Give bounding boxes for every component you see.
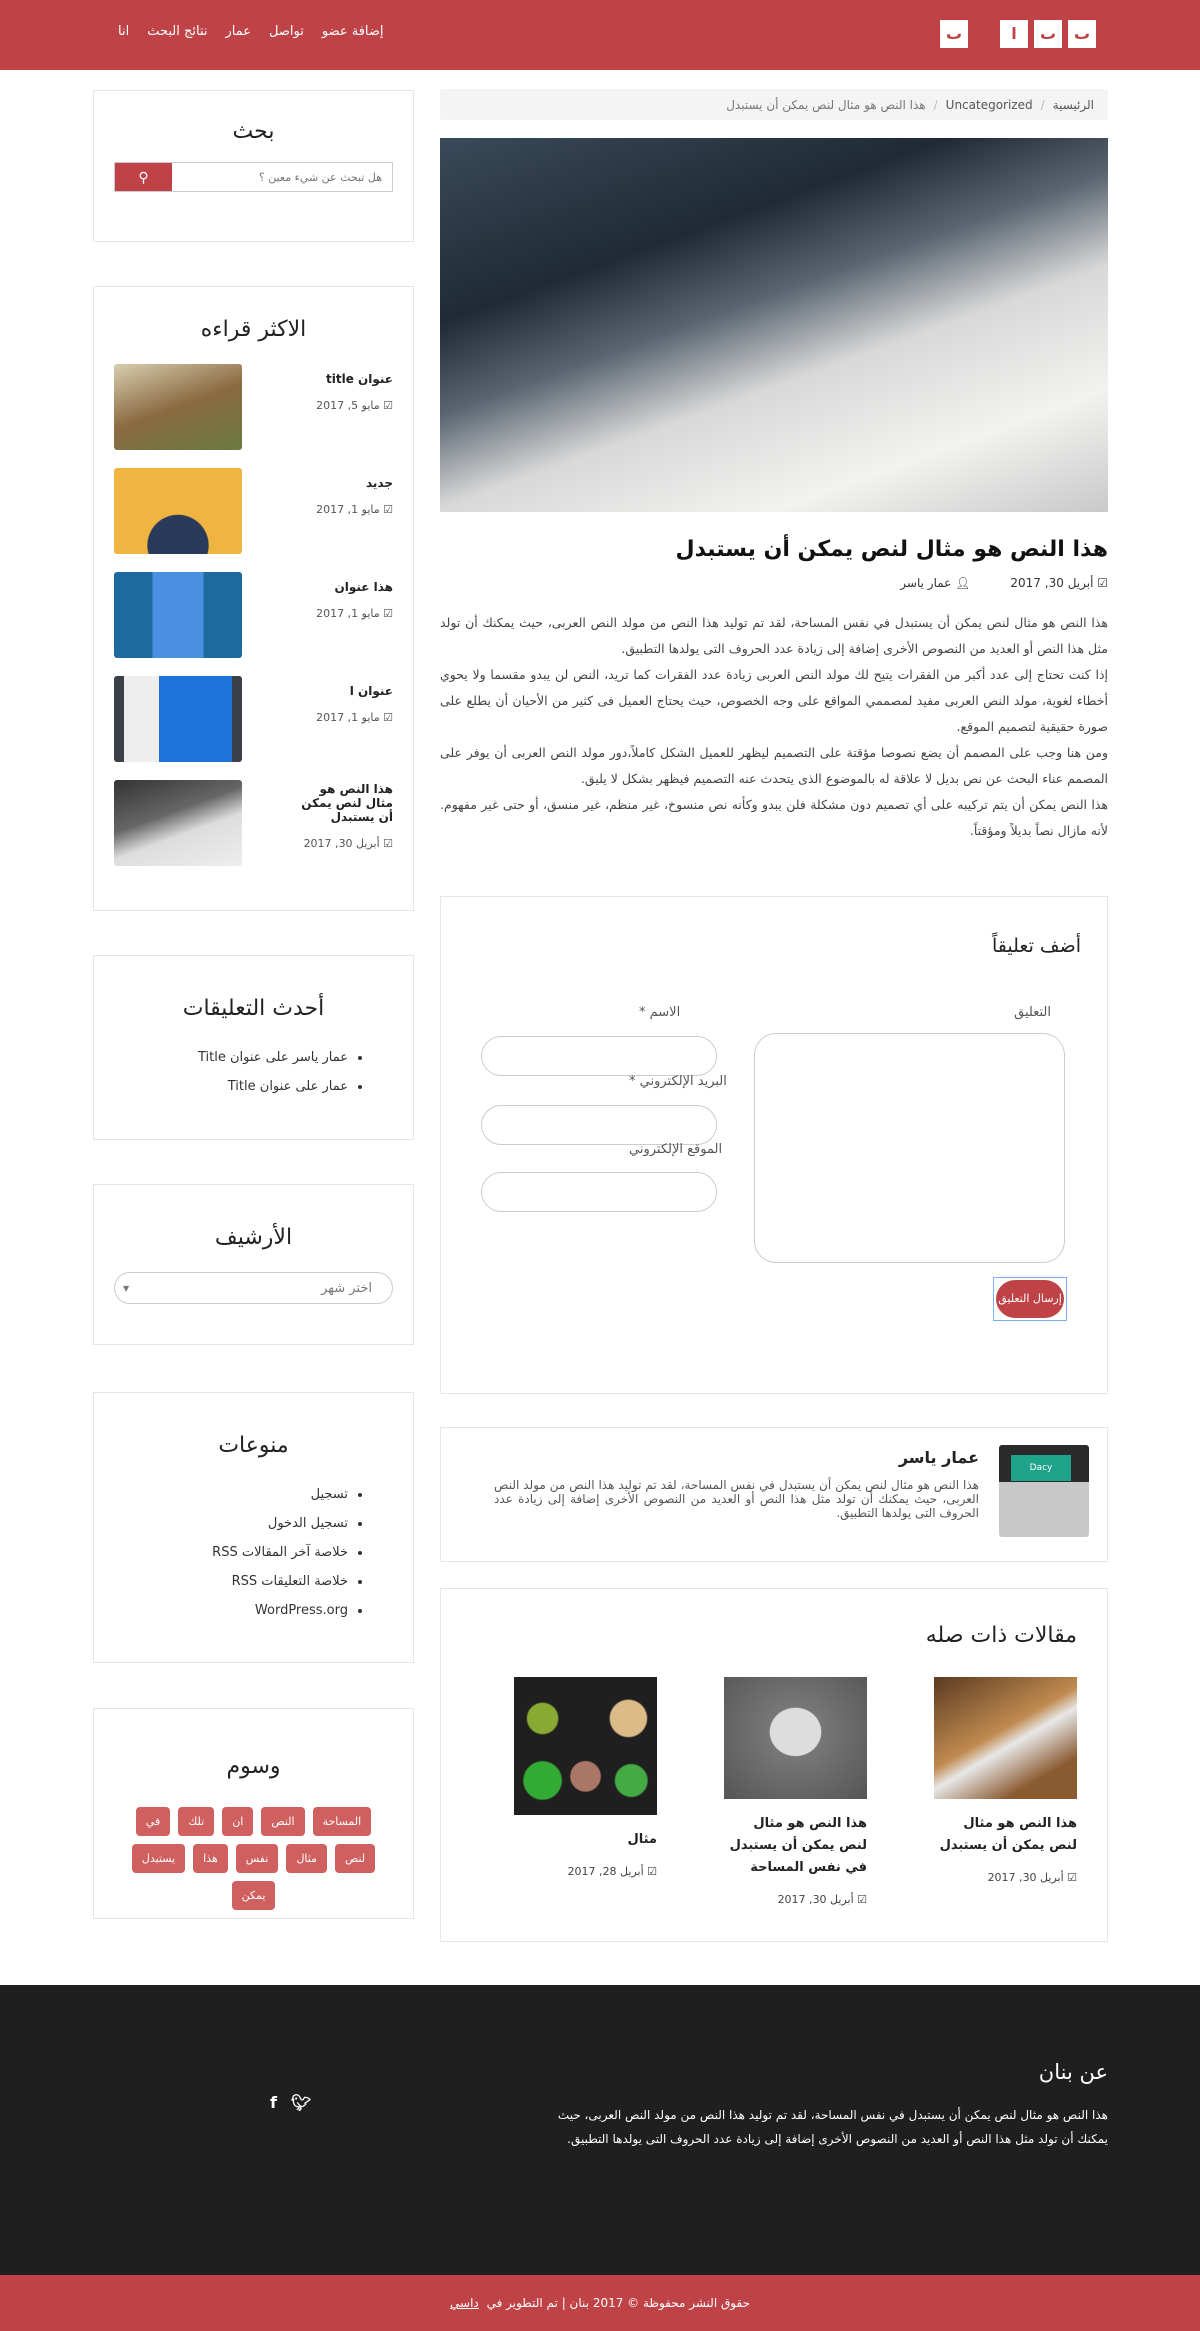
item-title[interactable]: هذا عنوان <box>334 580 393 594</box>
related-item[interactable] <box>934 1677 1077 1884</box>
author-bio: هذا النص هو مثال لنص يمكن أن يستبدل في نفس المساحة، لقد تم توليد هذا النص من مولد النص العربى، حيث يمكنك أن تولد مثل هذا النص أو العديد من النصوص الأخرى إضافة إلى زيادة عدد الحروف التى يولدها التطبيق. <box>494 1478 979 1520</box>
tag[interactable]: تلك <box>178 1807 214 1836</box>
site-header <box>0 0 1200 70</box>
footer-text: هذا النص هو مثال لنص يمكن أن يستبدل في نفس المساحة، لقد تم توليد هذا النص من مولد النص العربى، حيث يمكنك أن تولد مثل هذا النص أو العديد من النصوص الأخرى إضافة إلى زيادة عدد الحروف التى يولدها التطبيق. <box>557 2108 1108 2146</box>
nav-add-member[interactable]: إضافة عضو <box>321 24 384 39</box>
item-date: مايو 1, 2017 <box>316 711 380 724</box>
archive-select[interactable] <box>114 1272 393 1304</box>
search-button[interactable] <box>115 163 172 191</box>
email-field[interactable] <box>481 1105 717 1145</box>
widget-title: منوعات <box>218 1433 289 1458</box>
calendar-icon: ☑ <box>379 711 393 724</box>
thumbnail[interactable] <box>114 780 242 866</box>
submit-comment-button[interactable] <box>993 1277 1067 1321</box>
email-label: البريد الإلكتروني * <box>629 1074 727 1089</box>
website-field[interactable] <box>481 1172 717 1212</box>
misc-widget <box>93 1392 414 1663</box>
post-author[interactable]: عمار ياسر <box>900 576 952 590</box>
tag[interactable]: ان <box>222 1807 253 1836</box>
breadcrumb-home[interactable]: الرئيسية <box>1052 97 1094 112</box>
related-item-title[interactable]: هذا النص هو مثال لنص يمكن أن يستبدل في نفس المساحة <box>729 1816 867 1875</box>
comment-link[interactable]: • عمار على عنوان Title <box>114 1072 348 1101</box>
search-icon: ⚲ <box>138 168 149 185</box>
main-nav <box>118 24 384 39</box>
nav-search-results[interactable]: نتائج البحث <box>147 24 208 39</box>
related-image[interactable] <box>514 1677 657 1815</box>
comment-link[interactable]: • عمار ياسر على عنوان Title <box>114 1043 348 1072</box>
item-title[interactable]: عنوان ا <box>349 684 393 698</box>
author-avatar <box>999 1445 1089 1537</box>
comment-form-title: أضف تعليقاً <box>992 935 1081 957</box>
register-link[interactable]: • تسجيل <box>114 1480 348 1509</box>
site-logo[interactable]: ٮ ا ٮ ٮ <box>940 20 1096 48</box>
tag[interactable]: في <box>136 1807 170 1836</box>
main-content <box>440 89 1108 1906</box>
nav-ammar[interactable]: عمار <box>225 24 252 39</box>
widget-title: الأرشيف <box>214 1225 293 1250</box>
copyright-bar <box>0 2275 1200 2331</box>
facebook-icon[interactable]: f <box>270 2093 277 2112</box>
comment-textarea[interactable] <box>754 1033 1065 1263</box>
featured-image <box>440 138 1108 512</box>
site-footer <box>0 1985 1200 2275</box>
tag[interactable]: نفس <box>236 1844 279 1873</box>
select-value: اختر شهر <box>321 1280 372 1296</box>
widget-title: وسوم <box>226 1754 281 1779</box>
nav-me[interactable]: انا <box>118 24 130 39</box>
recent-comments-widget <box>93 955 414 1140</box>
item-date: أبريل 30, 2017 <box>303 837 380 850</box>
breadcrumb: الرئيسية / Uncategorized / هذا النص هو مثال لنص يمكن أن يستبدل <box>440 89 1108 120</box>
calendar-icon: ☑ <box>379 503 393 516</box>
related-item-date: أبريل 30, 2017 <box>777 1893 854 1906</box>
item-title[interactable]: جديد <box>365 476 393 490</box>
list-item[interactable] <box>114 676 393 762</box>
calendar-icon: ☑ <box>853 1893 867 1906</box>
avatar-label: Dacy <box>1011 1455 1071 1481</box>
tag[interactable]: لنص <box>335 1844 375 1873</box>
footer-title: عن بنان <box>1038 2060 1108 2084</box>
comments-rss-link[interactable]: • خلاصة التعليقات RSS <box>114 1567 348 1596</box>
tags-widget <box>93 1708 414 1919</box>
item-date: مايو 1, 2017 <box>316 607 380 620</box>
related-image[interactable] <box>724 1677 867 1799</box>
nav-contact[interactable]: تواصل <box>269 24 304 39</box>
tag[interactable]: هذا <box>193 1844 228 1873</box>
related-item-date: أبريل 28, 2017 <box>567 1865 644 1878</box>
thumbnail[interactable] <box>114 468 242 554</box>
calendar-icon: ☑ <box>643 1865 657 1878</box>
post-body <box>440 610 1108 844</box>
related-posts <box>440 1588 1108 1942</box>
related-item[interactable] <box>724 1677 867 1906</box>
name-field[interactable] <box>481 1036 717 1076</box>
list-item[interactable] <box>114 364 393 450</box>
calendar-icon: ☑ <box>379 399 393 412</box>
breadcrumb-current: هذا النص هو مثال لنص يمكن أن يستبدل <box>726 97 926 112</box>
post-date: أبريل 30, 2017 <box>1010 576 1094 590</box>
list-item[interactable] <box>114 572 393 658</box>
thumbnail[interactable] <box>114 572 242 658</box>
breadcrumb-category[interactable]: Uncategorized <box>945 97 1033 112</box>
thumbnail[interactable] <box>114 676 242 762</box>
author-name[interactable]: عمار ياسر <box>898 1448 979 1467</box>
related-item-date: أبريل 30, 2017 <box>987 1871 1064 1884</box>
tag[interactable]: يستبدل <box>132 1844 185 1873</box>
paragraph: هذا النص هو مثال لنص يمكن أن يستبدل في نفس المساحة، لقد تم توليد هذا النص من مولد النص العربى، حيث يمكنك أن تولد مثل هذا النص أو العديد من النصوص الأخرى إضافة إلى زيادة عدد الحروف التى يولدها التطبيق. <box>440 615 1108 656</box>
archive-widget <box>93 1184 414 1345</box>
paragraph: هذا النص يمكن أن يتم تركيبه على أي تصميم دون مشكلة فلن يبدو وكأنه نص منسوخ، غير منظم، غير منسق، أو حتى غير مفهوم. لأنه مازال نصاً بديلاً ومؤقتاً. <box>440 797 1108 838</box>
paragraph: إذا كنت تحتاج إلى عدد أكبر من الفقرات يتيح لك مولد النص العربى زيادة عدد الفقرات كما تريد، النص لن يبدو مقسما ولا يحوي أخطاء لغوية، مولد النص العربى مفيد لمصممي المواقع على وجه الخصوص، حيث يحتاج العميل فى كثير من الأحيان أن يطلع على صورة حقيقية لتصميم الموقع. <box>440 667 1108 734</box>
widget-title: بحث <box>232 119 275 144</box>
chevron-down-icon: ▼ <box>123 1283 130 1293</box>
list-item[interactable] <box>114 468 393 554</box>
tag[interactable]: النص <box>261 1807 304 1836</box>
comment-form <box>440 896 1108 1394</box>
related-image[interactable] <box>934 1677 1077 1799</box>
social-links <box>270 2093 311 2112</box>
wordpress-link[interactable]: • WordPress.org <box>114 1596 348 1625</box>
widget-title: الاكثر قراءه <box>200 317 307 342</box>
search-input[interactable] <box>172 163 392 191</box>
related-title: مقالات ذات صله <box>925 1623 1077 1648</box>
calendar-icon: ☑ <box>1063 1871 1077 1884</box>
name-label: الاسم * <box>639 1005 681 1020</box>
calendar-icon: ☑ <box>379 837 393 850</box>
calendar-icon: ☑ <box>1093 576 1108 590</box>
developer-link[interactable]: داسي <box>450 2296 479 2310</box>
paragraph: ومن هنا وجب على المصمم أن يضع نصوصا مؤقتة على التصميم ليظهر للعميل الشكل كاملاً،دور مولد النص العربى أن يوفر على المصمم عناء البحث عن نص بديل لا علاقة له بالموضوع الذى يتحدث عنه التصميم فيظهر بشكل لا يليق. <box>440 745 1108 786</box>
item-date: مايو 1, 2017 <box>316 503 380 516</box>
post-meta <box>440 576 1108 590</box>
login-link[interactable]: • تسجيل الدخول <box>114 1509 348 1538</box>
thumbnail[interactable] <box>114 364 242 450</box>
list-item[interactable] <box>114 780 393 866</box>
post-title: هذا النص هو مثال لنص يمكن أن يستبدل <box>675 537 1108 562</box>
tag[interactable]: يمكن <box>232 1881 276 1910</box>
search-widget <box>93 90 414 242</box>
website-label: الموقع الإلكتروني <box>629 1142 723 1157</box>
item-title[interactable]: عنوان title <box>326 372 393 386</box>
widget-title: أحدث التعليقات <box>182 996 325 1021</box>
copyright-text: حقوق النشر محفوظة © 2017 بنان | تم التطوير في <box>486 2296 750 2310</box>
item-date: مايو 5, 2017 <box>316 399 380 412</box>
twitter-icon[interactable]: 🐦︎ <box>290 2093 312 2112</box>
tag[interactable]: مثال <box>286 1844 327 1873</box>
sidebar <box>93 90 414 1919</box>
related-item-title[interactable]: هذا النص هو مثال لنص يمكن أن يستبدل <box>939 1816 1077 1853</box>
related-item[interactable] <box>514 1677 657 1878</box>
related-item-title[interactable]: مثال <box>627 1832 657 1847</box>
author-box <box>440 1427 1108 1562</box>
user-icon: 👤︎ <box>951 576 971 590</box>
calendar-icon: ☑ <box>379 607 393 620</box>
tag[interactable]: المساحة <box>313 1807 372 1836</box>
posts-rss-link[interactable]: • خلاصة آخر المقالات RSS <box>114 1538 348 1567</box>
comment-label: التعليق <box>1014 1005 1051 1020</box>
most-read-widget <box>93 286 414 911</box>
item-title[interactable]: هذا النص هو مثال لنص يمكن أن يستبدل <box>301 782 393 824</box>
submit-label: إرسال التعليق <box>996 1280 1064 1318</box>
